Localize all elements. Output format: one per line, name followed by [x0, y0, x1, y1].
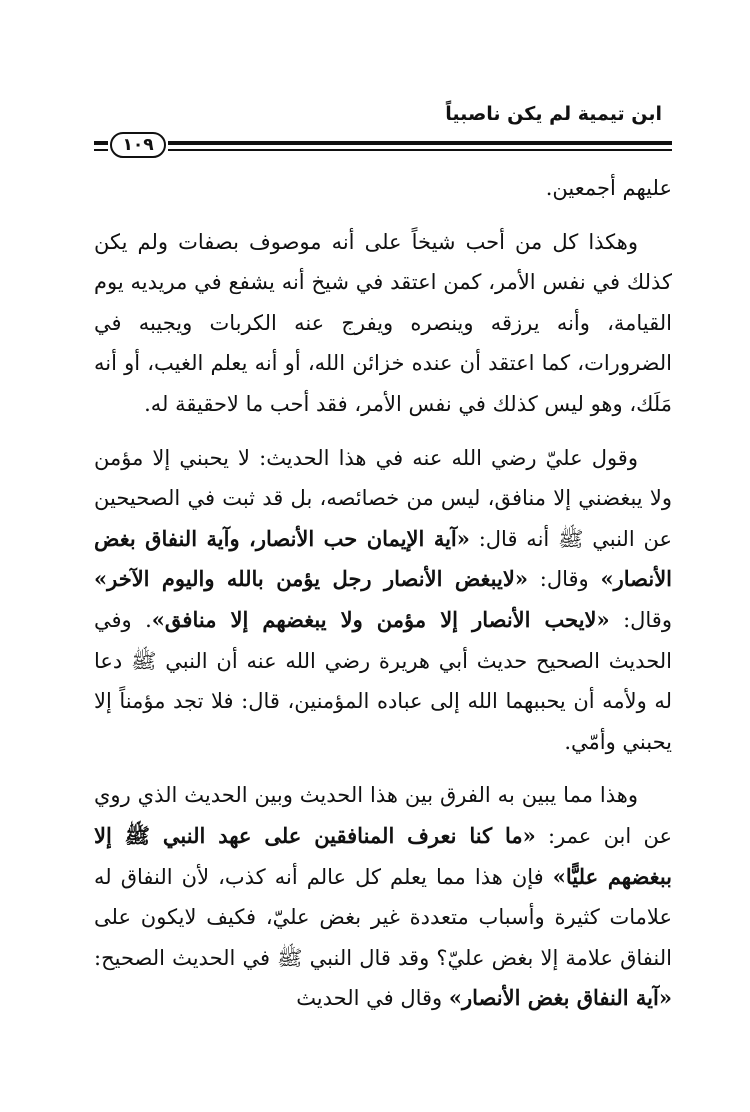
paragraph-4-text-1: وهذا مما يبين به الفرق بين هذا الحديث وبين الحديث الذي روي عن ابن عمر: [94, 783, 672, 848]
header-rule-left-thin [94, 149, 108, 151]
paragraph-3-text-3: وقال: [609, 607, 672, 632]
hadith-quote-ansar-3: «لايحب الأنصار إلا مؤمن ولا يبغضهم إلا منافق» [151, 606, 610, 632]
header-rule-thin [168, 149, 672, 151]
paragraph-2: وهكذا كل من أحب شيخاً على أنه موصوف بصفات ولم يكن كذلك في نفس الأمر، كمن اعتقد في شيخ أنه يشفع في مريديه يوم القيامة، وأنه يرزقه وينصره ويفرج عنه الكربات ويجيبه في الضرورات، كما اعتقد أن عنده خزائن الله، أو أنه يعلم الغيب، أو أنه مَلَك، وهو ليس كذلك في نفس الأمر، فقد أحب ما لاحقيقة له. [94, 229, 672, 416]
paragraph-1: عليهم أجمعين. [545, 176, 672, 200]
paragraph-4-text-3: وقال في الحديث [296, 986, 449, 1011]
page-number: ١٠٩ [110, 132, 166, 158]
hadith-quote-ibn-umar: «ما كنا نعرف المنافقين على عهد النبي ﷺ إلا ببغضهم عليًّا» [94, 822, 672, 889]
running-title: ابن تيمية لم يكن ناصبياً [445, 103, 662, 125]
header-rule-left-thick [94, 141, 108, 145]
paragraph-3 [94, 438, 672, 763]
hadith-quote-nifaq: «آية النفاق بغض الأنصار» [448, 985, 672, 1011]
paragraph-3-text-1: وقول عليّ رضي الله عنه في هذا الحديث: لا يحبني إلا مؤمن ولا يبغضني إلا منافق، ليس من خصائصه، بل قد ثبت في الصحيحين عن النبي ﷺ أنه قال: [94, 445, 673, 551]
paragraph-3-text-4: . وفي الحديث الصحيح حديث أبي هريرة رضي الله عنه أن النبي ﷺ دعا له ولأمه أن يحببهما الله إلى عباده المؤمنين، قال: فلا تجد مؤمناً إلا يحبني وأمّي. [94, 607, 672, 754]
paragraph-3-text-2: وقال: [527, 567, 601, 592]
paragraph-4 [94, 775, 672, 1019]
body-text [94, 168, 672, 1019]
header-rule-thick [168, 141, 672, 145]
hadith-quote-ansar-2: «لايبغض الأنصار رجل يؤمن بالله واليوم الآخر» [94, 566, 528, 592]
paragraph-4-text-2: فإن هذا مما يعلم كل عالم أنه كذب، لأن النفاق له علامات كثيرة وأسباب متعددة غير بغض عليّ، فكيف لايكون على النفاق علامة إلا بغض عليّ؟ وقد قال النبي ﷺ في الحديث الصحيح: [94, 864, 672, 970]
hadith-quote-ansar-1: «آية الإيمان حب الأنصار، وآية النفاق بغض الأنصار» [94, 525, 672, 592]
